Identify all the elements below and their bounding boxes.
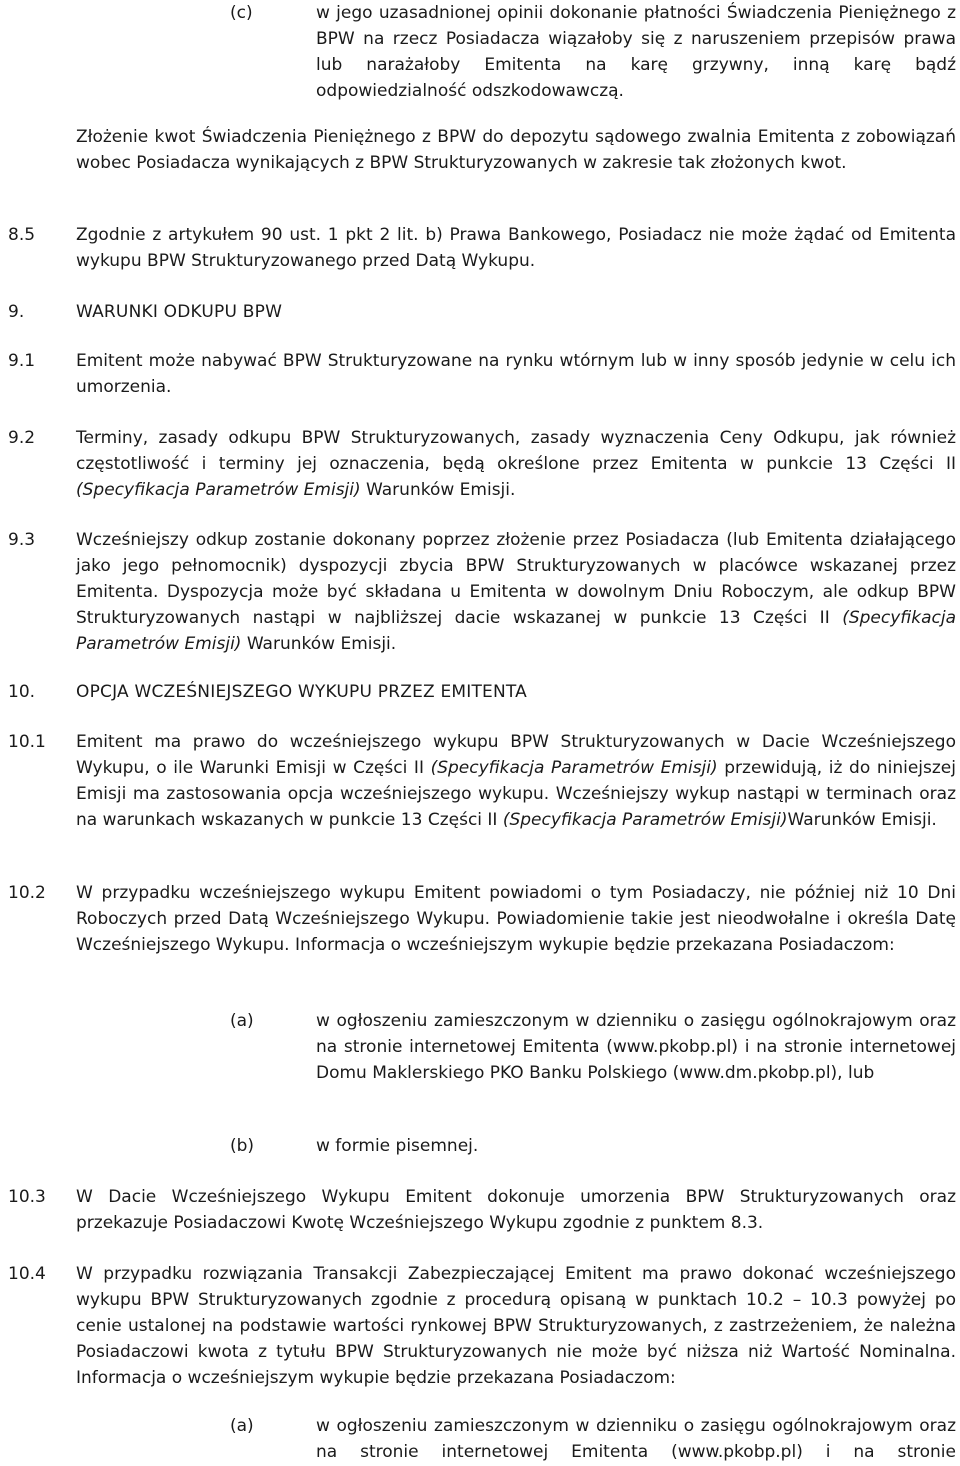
- section-9-2-number: 9.2: [8, 428, 36, 448]
- section-9-3-text-b: Warunków Emisji.: [241, 634, 397, 654]
- section-9-3-italic: (Specyfikacja Parametrów Emisji): [76, 608, 956, 654]
- deposit-paragraph: Złożenie kwot Świadczenia Pieniężnego z BPW do depozytu sądowego zwalnia Emitenta z zobowiązań wobec Posiadacza wynikających z BPW Strukturyzowanych w zakresie tak złożonych kwot.: [76, 127, 956, 173]
- section-10-4-item-a-text: w ogłoszeniu zamieszczonym w dzienniku o zasięgu ogólnokrajowym oraz na stronie internetowej Emitenta (www.pkobp.pl) i na stronie: [316, 1416, 956, 1462]
- section-10-1-text-c: Warunków Emisji.: [787, 810, 937, 830]
- section-9-2-text: [76, 425, 956, 503]
- section-10-4-item-a-label: (a): [230, 1416, 254, 1436]
- section-9-2-italic: (Specyfikacja Parametrów Emisji): [76, 480, 361, 500]
- section-10-3-number: 10.3: [8, 1187, 46, 1207]
- section-9-3-text-a: Wcześniejszy odkup zostanie dokonany poprzez złożenie przez Posiadacza (lub Emitenta działającego jako jego pełnomocnik) dyspozycji zbycia BPW Strukturyzowanych w placówce wskazanej przez Emitenta. Dyspozycja może być składana u Emitenta w dowolnym Dniu Roboczym, ale odkup BPW Strukturyzowanych nastąpi w najbliższej dacie wskazanej w punkcie 13 Części II: [76, 530, 956, 628]
- section-10-1-text-a: Emitent ma prawo do wcześniejszego wykupu BPW Strukturyzowanych w Dacie Wcześniejszego Wykupu, o ile Warunki Emisji w Części II: [76, 732, 956, 778]
- section-9-3-text: [76, 527, 956, 657]
- section-10-2-item-b-label: (b): [230, 1136, 255, 1156]
- item-c-label: (c): [230, 3, 253, 23]
- section-10-2-number: 10.2: [8, 883, 46, 903]
- section-8-5-number: 8.5: [8, 225, 36, 245]
- section-10-1-number: 10.1: [8, 732, 46, 752]
- section-10-1-text: [76, 729, 956, 833]
- section-10-1-italic-b: (Specyfikacja Parametrów Emisji): [502, 810, 788, 830]
- section-9-3-number: 9.3: [8, 530, 36, 550]
- section-9-2-text-b: Warunków Emisji.: [360, 480, 516, 500]
- section-10-4-number: 10.4: [8, 1264, 46, 1284]
- section-9-2-text-a: Terminy, zasady odkupu BPW Strukturyzowanych, zasady wyznaczenia Ceny Odkupu, jak również częstotliwość i terminy jej oznaczenia, będą określone przez Emitenta w punkcie 13 Części II: [76, 428, 956, 474]
- section-10-1-text-b: przewidują, iż do niniejszej Emisji ma zastosowania opcja wcześniejszego wykupu. Wcześniejszy wykup nastąpi w terminach oraz na warunkach wskazanych w punkcie 13 Części II: [76, 758, 956, 830]
- section-10-4-text: W przypadku rozwiązania Transakcji Zabezpieczającej Emitent ma prawo dokonać wcześniejszego wykupu BPW Strukturyzowanych zgodnie z procedurą opisaną w punktach 10.2 – 10.3 powyżej po cenie ustalonej na podstawie wartości rynkowej BPW Strukturyzowanych, z zastrzeżeniem, że należna Posiadaczowi kwota z tytułu BPW Strukturyzowanych nie może być niższa niż Wartość Nominalna. Informacja o wcześniejszym wykupie będzie przekazana Posiadaczom:: [76, 1264, 956, 1388]
- section-10-2-item-b-text: w formie pisemnej.: [316, 1136, 479, 1156]
- section-9-title: WARUNKI ODKUPU BPW: [76, 302, 283, 322]
- section-10-2-text: W przypadku wcześniejszego wykupu Emitent powiadomi o tym Posiadaczy, nie później niż 10 Dni Roboczych przed Datą Wcześniejszego Wykupu. Powiadomienie takie jest nieodwołalne i określa Datę Wcześniejszego Wykupu. Informacja o wcześniejszym wykupie będzie przekazana Posiadaczom:: [76, 883, 956, 955]
- section-10-3-text: W Dacie Wcześniejszego Wykupu Emitent dokonuje umorzenia BPW Strukturyzowanych oraz przekazuje Posiadaczowi Kwotę Wcześniejszego Wykupu zgodnie z punktem 8.3.: [76, 1187, 956, 1233]
- item-c-text: w jego uzasadnionej opinii dokonanie płatności Świadczenia Pieniężnego z BPW na rzecz Posiadacza wiązałoby się z naruszeniem przepisów prawa lub narażałoby Emitenta na karę grzywny, inną karę bądź odpowiedzialność odszkodowawczą.: [316, 3, 956, 101]
- section-9-1-number: 9.1: [8, 351, 36, 371]
- section-10-2-item-a-label: (a): [230, 1011, 254, 1031]
- section-9-number: 9.: [8, 302, 25, 322]
- section-10-1-italic-a: (Specyfikacja Parametrów Emisji): [430, 758, 718, 778]
- section-10-number: 10.: [8, 682, 36, 702]
- section-10-title: OPCJA WCZEŚNIEJSZEGO WYKUPU PRZEZ EMITENTA: [76, 682, 528, 702]
- section-10-2-item-a-text: w ogłoszeniu zamieszczonym w dzienniku o zasięgu ogólnokrajowym oraz na stronie internetowej Emitenta (www.pkobp.pl) i na stronie internetowej Domu Maklerskiego PKO Banku Polskiego (www.dm.pkobp.pl), lub: [316, 1011, 956, 1083]
- section-8-5-text: Zgodnie z artykułem 90 ust. 1 pkt 2 lit. b) Prawa Bankowego, Posiadacz nie może żądać od Emitenta wykupu BPW Strukturyzowanego przed Datą Wykupu.: [76, 225, 956, 271]
- section-9-1-text: Emitent może nabywać BPW Strukturyzowane na rynku wtórnym lub w inny sposób jedynie w celu ich umorzenia.: [76, 351, 956, 397]
